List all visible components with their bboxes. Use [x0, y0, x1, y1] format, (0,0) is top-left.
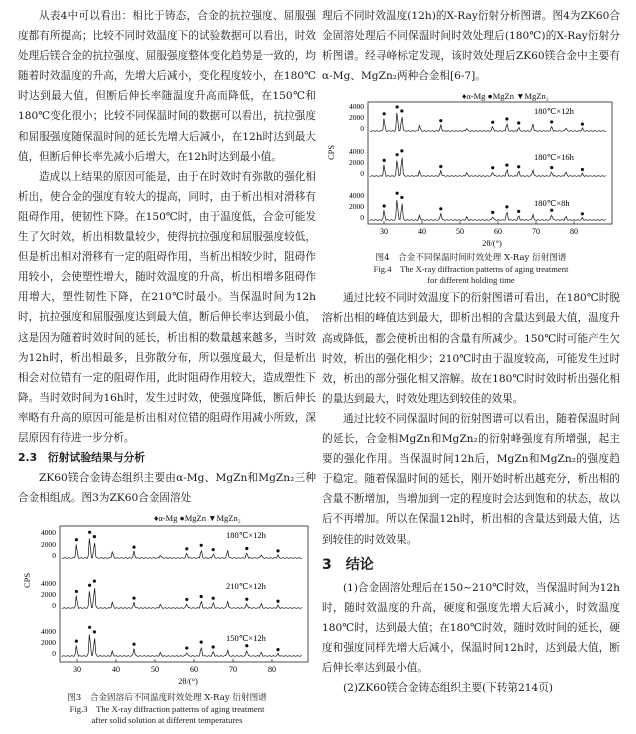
x-tick-label: 80 [570, 227, 578, 237]
x-axis-title: 2θ/(°) [178, 676, 198, 687]
y-tick-label: 2000 [41, 590, 56, 600]
peak-marker [276, 648, 279, 651]
y-tick-label: 4000 [349, 147, 364, 157]
figure-caption-cn: 图4 合金不同保温时间时效处理 X-Ray 衍射图谱 [375, 253, 567, 264]
peak-marker [245, 598, 248, 601]
y-tick-label: 2000 [41, 638, 56, 648]
x-tick-label: 50 [456, 227, 464, 237]
y-tick-label: 2000 [349, 158, 364, 168]
y-tick-label: 4000 [41, 627, 56, 637]
x-tick-label: 60 [190, 665, 198, 675]
peak-marker [383, 205, 386, 208]
figure-caption-en: Fig.4 The X-ray diffraction patterns of aging treatment [373, 264, 569, 275]
peak-marker [88, 531, 91, 534]
x-tick-labels [380, 227, 578, 236]
section-heading: 3 结论 [322, 556, 374, 573]
peak-marker [245, 644, 248, 647]
y-axis-title: CPS [326, 145, 336, 161]
peak-marker [185, 598, 188, 601]
x-tick-label: 80 [268, 665, 276, 675]
plot-frame [60, 526, 308, 662]
peak-marker [439, 208, 442, 211]
x-tick-labels [73, 665, 276, 674]
peak-marker [185, 647, 188, 650]
x-axis-title: 2θ/(°) [482, 238, 502, 249]
legend: ♦α-Mg ●MgZn ▼MgZn₂ [154, 513, 241, 524]
y-tick-label: 0 [52, 601, 56, 611]
peak-marker [383, 113, 386, 116]
x-tick-label: 40 [112, 665, 120, 675]
figure-caption-en: for different holding time [427, 275, 515, 286]
curve-label: 180℃×12h [534, 106, 574, 117]
curve-panel [41, 528, 267, 560]
x-tick-label: 70 [229, 665, 237, 675]
peak-marker [75, 640, 78, 643]
peak-marker [439, 165, 442, 168]
section-heading: 2.3 衍射试验结果与分析 [18, 451, 146, 465]
peak-marker [400, 150, 403, 153]
curve-label: 210℃×12h [226, 581, 266, 592]
y-tick-label: 4000 [41, 528, 56, 538]
peak-marker [93, 535, 96, 538]
paragraph: 理后不同时效温度(12h)的X-Ray衍射分析图谱。图4为ZK60合金固溶处理后不同保温时间时效处理后(180℃)的X-Ray衍射分析图谱。经寻峰标定发现，该时效处理后ZK60镁合金中主要有α-Mg、MgZn₂两种合金相[6-7]。 [322, 10, 620, 83]
paragraph: (2)ZK60镁合金铸态组织主要(下转第214页) [343, 682, 553, 695]
peak-marker [132, 597, 135, 600]
curve-label: 180℃×12h [226, 530, 266, 541]
peak-marker [517, 165, 520, 168]
peak-marker [400, 196, 403, 199]
peak-marker [276, 600, 279, 603]
peak-marker [75, 538, 78, 541]
y-tick-label: 0 [52, 649, 56, 659]
peak-marker [517, 122, 520, 125]
y-axis-title: CPS [22, 573, 32, 589]
peak-marker [88, 626, 91, 629]
x-tick-label: 30 [73, 665, 81, 675]
peak-marker [93, 580, 96, 583]
paragraph: 通过比较不同保温时间的衍射图谱可以看出，随着保温时间的延长，合金相MgZn和MgZn₂的衍射峰强度有所增强，起主要的强化作用。当保温时间12h后，MgZn和MgZn₂的强度趋于稳定。随着保温时间的延长，刚开始时析出越充分，析出相的含量不断增加，当增加到一定的程度时会达到饱和的状态，故以后不再增加。所以在保温12h时，析出相的含量达到最大值，达到较佳的时效效果。 [322, 412, 620, 546]
y-tick-label: 4000 [41, 579, 56, 589]
peak-marker [93, 631, 96, 634]
paragraph: ZK60镁合金铸态组织主要由α-Mg、MgZn和MgZn₂三种合金相组成。图3为ZK60合金固溶处 [18, 472, 316, 505]
figure-4 [322, 88, 620, 286]
xrd-plot-fig3 [18, 510, 316, 688]
peak-marker [212, 646, 215, 649]
xrd-curve [62, 588, 302, 608]
peak-marker [132, 643, 135, 646]
paragraph: (1)合金固溶处理后在150~210℃时效，当保温时间为12h时，随时效温度的升高，硬度和强度先增大后减小，时效温度180℃时，达到最大值；在180℃时效，随时效时间的延长，硬度和强度同样先增大后减小，保温时间12h时，达到最大值，断后伸长率达到最小值。 [322, 581, 620, 674]
peak-marker [212, 597, 215, 600]
y-tick-label: 0 [360, 213, 364, 223]
figure-caption-cn: 图3 合金固溶后不同温度时效处理 X-Ray 衍射图谱 [67, 693, 267, 704]
peak-marker [132, 546, 135, 549]
curve-panel [349, 191, 570, 222]
paragraph: 通过比较不同时效温度下的衍射图谱可看出，在180℃时脱溶析出相的峰值达到最大，即析出相的含量达到最大值，温度升高或降低，都会使析出相的含量有所减少。150℃时可能产生欠时效，析出的强化相少；210℃时由于温度较高，可能发生过时效，析出的部分强化相又溶解。故在180℃时时效时析出强化相的量达到最大，时效处理达到较佳的效果。 [322, 292, 620, 405]
x-tick-label: 40 [418, 227, 426, 237]
curve-label: 180℃×8h [534, 198, 570, 209]
x-tick-label: 50 [151, 665, 159, 675]
peak-marker [505, 164, 508, 167]
peak-marker [200, 595, 203, 598]
peak-marker [550, 166, 553, 169]
y-tick-label: 0 [52, 551, 56, 561]
peak-marker [491, 167, 494, 170]
peak-marker [581, 123, 584, 126]
peak-marker [200, 641, 203, 644]
peak-marker [396, 192, 399, 195]
peak-marker [550, 121, 553, 124]
y-tick-label: 2000 [349, 202, 364, 212]
peak-marker [212, 548, 215, 551]
peak-marker [400, 110, 403, 113]
x-tick-label: 70 [532, 227, 540, 237]
paragraph: 造成以上结果的原因可能是，由于在时效时有弥散的强化相析出，使合金的强度有较大的提高，同时，由于析出相对滑移有阻碍作用，使韧性下降。在150℃时，由于温度低，合金可能发生了欠时效，析出相数量较少，使得抗拉强度和屈服强度较低，但是析出相对滑移有一定的阻碍作用，当析出相较少时，阻碍作用较小，会使塑性增大，随时效温度的升高，析出相增多阻碍作用增大，塑性韧性下降，在210℃时最小。当保温时间为12h时，抗拉强度和屈服强度达到最大值，断后伸长率达到最小值，这是因为随着时效时间的延长，析出相的数量越来越多，当时效为12h时，析出相最多，且弥散分布，所以强度最大，但是析出相会对位错有一定的阻碍作用，此时阻碍作用较大，造成塑性下降。当时效时间为16h时，发生过时效，使强度降低，断后伸长率略有升高的原因可能是析出相对位错的阻碍作用减小所致，深层原因有待进一步分析。 [18, 170, 316, 444]
peak-marker [200, 544, 203, 547]
peak-marker [245, 547, 248, 550]
curve-label: 180℃×16h [534, 152, 574, 163]
y-tick-label: 4000 [349, 102, 364, 112]
curve-label: 150℃×12h [226, 633, 266, 644]
peak-marker [75, 590, 78, 593]
right-column [322, 6, 620, 698]
y-tick-label: 0 [360, 124, 364, 134]
peak-marker [396, 106, 399, 109]
peak-marker [517, 210, 520, 213]
figure-3 [18, 510, 316, 726]
peak-marker [185, 547, 188, 550]
curve-panel [41, 627, 267, 658]
xrd-curve [62, 635, 302, 657]
x-tick-label: 60 [494, 227, 502, 237]
y-tick-label: 0 [360, 169, 364, 179]
peak-marker [491, 211, 494, 214]
curve-panel [41, 579, 267, 610]
xrd-curve [62, 539, 302, 559]
paragraph: 从表4中可以看出：相比于铸态，合金的抗拉强度、屈服强度都有所提高；比较不同时效温度下的试验数据可以看出，时效处理后镁合金的抗拉强度、屈服强度整体变化趋势是一致的，均随着时效温度的升高，先增大后减小，变化程度较小，在180℃时达到最大值，但断后伸长率随温度升高而降低，在150℃和180℃变化很小；比较不同保温时间的数据可以看出，抗拉强度和屈服强度随保温时间的延长先增大后减小，在12h时达到最大值，但断后伸长率先减小后增大，在12h时达到最小值。 [18, 10, 316, 163]
peak-marker [396, 153, 399, 156]
peak-marker [88, 584, 91, 587]
peak-marker [276, 550, 279, 553]
peak-marker [505, 206, 508, 209]
y-tick-label: 4000 [349, 191, 364, 201]
figure-caption-en: Fig.3 The X-ray diffraction patterns of aging treatment [69, 704, 265, 715]
peak-marker [491, 121, 494, 124]
xrd-curve [370, 200, 606, 220]
legend: ♦α-Mg ●MgZn ▼MgZn₂ [462, 91, 549, 102]
xrd-plot-fig4 [322, 88, 620, 248]
y-tick-label: 2000 [349, 113, 364, 123]
peak-marker [439, 119, 442, 122]
peak-marker [383, 159, 386, 162]
left-column [18, 6, 316, 728]
peak-marker [581, 168, 584, 171]
y-tick-label: 2000 [41, 540, 56, 550]
peak-marker [505, 118, 508, 121]
peak-marker [581, 213, 584, 216]
figure-caption-en: after solid solution at different temperatures [91, 715, 243, 726]
plot-frame [368, 102, 612, 224]
x-tick-label: 30 [380, 227, 388, 237]
peak-marker [550, 209, 553, 212]
